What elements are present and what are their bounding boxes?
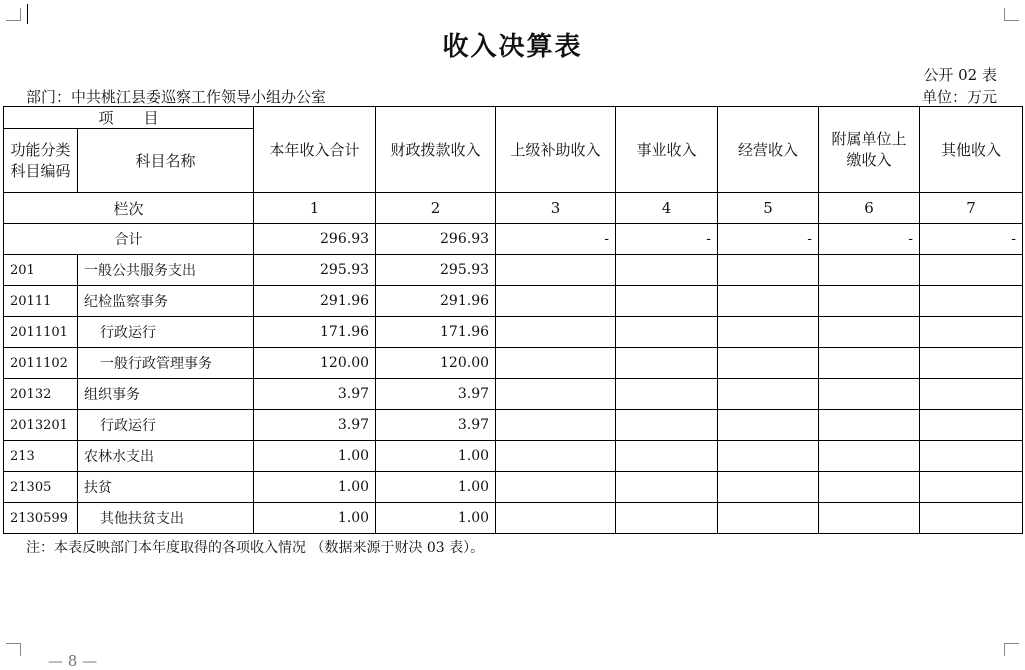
column-index-4: 4 xyxy=(616,193,718,224)
header-col-1: 本年收入合计 xyxy=(254,107,376,193)
total-row xyxy=(4,224,1023,255)
header-col-3: 上级补助收入 xyxy=(496,107,616,193)
header-name: 科目名称 xyxy=(78,129,254,193)
row-name: 一般公共服务支出 xyxy=(78,255,254,286)
total-label: 合计 xyxy=(4,224,254,255)
page-title: 收入决算表 xyxy=(442,32,583,62)
row-name: 农林水支出 xyxy=(78,441,254,472)
header-col-2: 财政拨款收入 xyxy=(376,107,496,193)
department-label: 部门：中共桃江县委巡察工作领导小组办公室 xyxy=(26,88,327,106)
crop-mark-top-left xyxy=(6,8,21,21)
row-code: 20111 xyxy=(4,286,78,317)
row-name: 一般行政管理事务 xyxy=(78,348,254,379)
crop-mark-bottom-left xyxy=(6,643,21,656)
row-fiscal: 120.00 xyxy=(376,348,496,379)
row-code: 2011101 xyxy=(4,317,78,348)
row-fiscal: 171.96 xyxy=(376,317,496,348)
row-fiscal: 1.00 xyxy=(376,441,496,472)
header-col-7: 其他收入 xyxy=(920,107,1023,193)
table-row xyxy=(4,503,1023,534)
total-value-4: - xyxy=(616,224,718,255)
header-item: 项 目 xyxy=(4,107,254,129)
row-code: 213 xyxy=(4,441,78,472)
row-code: 21305 xyxy=(4,472,78,503)
column-index-6: 6 xyxy=(819,193,920,224)
row-name: 组织事务 xyxy=(78,379,254,410)
text-cursor xyxy=(27,4,28,24)
table-row xyxy=(4,317,1023,348)
unit-label: 单位：万元 xyxy=(921,88,997,106)
row-name: 扶贫 xyxy=(78,472,254,503)
row-total: 120.00 xyxy=(254,348,376,379)
column-index-7: 7 xyxy=(920,193,1023,224)
public-table-number: 公开 02 表 xyxy=(923,66,997,84)
row-fiscal: 1.00 xyxy=(376,503,496,534)
table-row xyxy=(4,286,1023,317)
row-name: 行政运行 xyxy=(78,317,254,348)
page-number: — 8 — xyxy=(48,652,98,670)
row-code: 201 xyxy=(4,255,78,286)
header-col-6: 附属单位上缴收入 xyxy=(819,107,920,193)
column-index-3: 3 xyxy=(496,193,616,224)
income-table xyxy=(3,106,1023,534)
row-code: 2011102 xyxy=(4,348,78,379)
header-col-5: 经营收入 xyxy=(718,107,819,193)
row-total: 3.97 xyxy=(254,410,376,441)
row-total: 1.00 xyxy=(254,441,376,472)
row-total: 295.93 xyxy=(254,255,376,286)
row-total: 171.96 xyxy=(254,317,376,348)
table-row xyxy=(4,255,1023,286)
total-value-6: - xyxy=(819,224,920,255)
row-fiscal: 1.00 xyxy=(376,472,496,503)
total-value-3: - xyxy=(496,224,616,255)
column-index-5: 5 xyxy=(718,193,819,224)
table-row xyxy=(4,379,1023,410)
header-code: 功能分类科目编码 xyxy=(4,129,78,193)
table-row xyxy=(4,348,1023,379)
column-index-2: 2 xyxy=(376,193,496,224)
row-fiscal: 291.96 xyxy=(376,286,496,317)
row-code: 2013201 xyxy=(4,410,78,441)
total-value-5: - xyxy=(718,224,819,255)
table-row xyxy=(4,441,1023,472)
row-fiscal: 3.97 xyxy=(376,379,496,410)
row-name: 行政运行 xyxy=(78,410,254,441)
footnote: 注：本表反映部门本年度取得的各项收入情况 （数据来源于财决 03 表）。 xyxy=(26,540,485,556)
row-name: 其他扶贫支出 xyxy=(78,503,254,534)
table-row xyxy=(4,410,1023,441)
row-fiscal: 3.97 xyxy=(376,410,496,441)
total-value-2: 296.93 xyxy=(376,224,496,255)
row-total: 3.97 xyxy=(254,379,376,410)
row-code: 20132 xyxy=(4,379,78,410)
row-fiscal: 295.93 xyxy=(376,255,496,286)
row-total: 1.00 xyxy=(254,503,376,534)
row-total: 1.00 xyxy=(254,472,376,503)
row-code: 2130599 xyxy=(4,503,78,534)
header-col-4: 事业收入 xyxy=(616,107,718,193)
row-name: 纪检监察事务 xyxy=(78,286,254,317)
table-row xyxy=(4,472,1023,503)
column-index-label: 栏次 xyxy=(4,193,254,224)
row-total: 291.96 xyxy=(254,286,376,317)
column-index-1: 1 xyxy=(254,193,376,224)
total-value-7: - xyxy=(920,224,1023,255)
total-value-1: 296.93 xyxy=(254,224,376,255)
crop-mark-top-right xyxy=(1004,8,1019,21)
crop-mark-bottom-right xyxy=(1004,643,1019,656)
